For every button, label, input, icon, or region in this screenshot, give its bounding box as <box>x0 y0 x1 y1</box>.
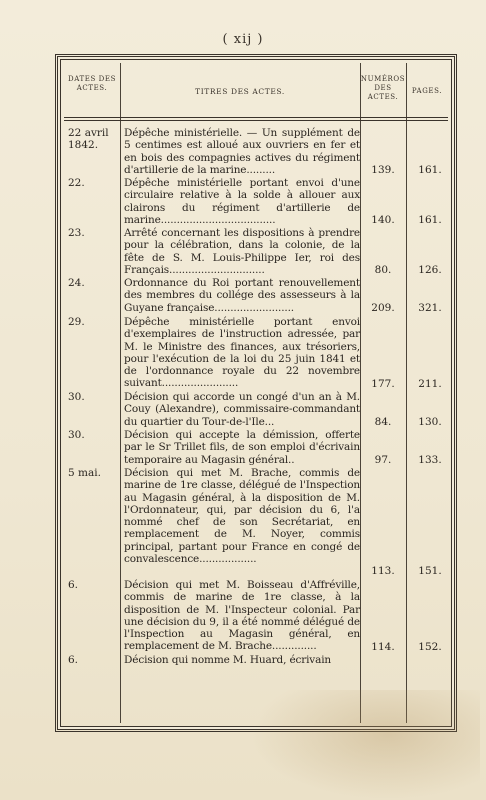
page-number: ( xij ) <box>222 32 264 47</box>
column-divider <box>360 63 361 723</box>
row-title: Décision qui nomme M. Huard, écrivain <box>124 654 332 666</box>
row-numero: 139. <box>371 164 395 176</box>
row-date: 5 mai. <box>68 467 101 479</box>
row-date: 22. <box>68 177 85 189</box>
table-frame <box>55 54 457 732</box>
row-page: 151. <box>418 565 442 577</box>
row-page: 211. <box>418 378 442 390</box>
row-title: Décision qui accorde un congé d'un an à M. Couy (Alexandre), commissaire-commandant du quartier du Tour-de-l'Ile... <box>124 391 360 428</box>
row-title: Dépêche ministérielle portant envoi d'une circulaire relative à la solde à allouer aux clairons du régiment d'artillerie de marine.................................... <box>124 177 360 226</box>
row-numero: 114. <box>371 641 395 653</box>
row-page: 161. <box>418 214 442 226</box>
row-date: 6. <box>68 654 79 666</box>
row-title: Dépêche ministérielle portant envoi d'exemplaires de l'instruction adressée, par M. le Ministre des finances, aux trésoriers, pour l'exécution de la loi du 25 juin 1841 et de l'ordonnance royale du 22 novembre suivant........................ <box>124 316 360 390</box>
row-title: Décision qui met M. Brache, commis de marine de 1re classe, délégué de l'Inspection au Magasin général, à la disposition de M. l'Ordonnateur, qui, par décision du 6, l'a nommé chef de son Secrétariat, en remplacement de M. Noyer, commis principal, partant pour France en congé de convalescence.................. <box>124 467 360 566</box>
row-title: Arrêté concernant les dispositions à prendre pour la célébration, dans la colonie, de la fête de S. M. Louis-Philippe Ier, roi des Français.............................. <box>124 227 360 276</box>
row-numero: 84. <box>374 416 392 428</box>
row-page: 161. <box>418 164 442 176</box>
row-title: Ordonnance du Roi portant renouvellement des membres du collége des assesseurs à la Guyane française......................... <box>124 277 360 314</box>
column-divider <box>406 63 407 723</box>
row-numero: 113. <box>371 565 395 577</box>
row-date: 6. <box>68 579 79 591</box>
row-page: 152. <box>418 641 442 653</box>
row-title: Décision qui met M. Boisseau d'Affréville, commis de marine de 1re classe, à la disposition de M. l'Inspecteur colonial. Par une décision du 9, il a été nommé délégué de l'Inspection au Magasin général, en remplacement de M. Brache.............. <box>124 579 360 653</box>
header-pages: PAGES. <box>411 87 443 95</box>
table-header <box>64 65 448 121</box>
row-numero: 140. <box>371 214 395 226</box>
row-title: Dépêche ministérielle. — Un supplément de 5 centimes est alloué aux ouvriers en fer et en bois des compagnies actives du régiment d'artillerie de la marine......... <box>124 127 360 176</box>
row-numero: 177. <box>371 378 395 390</box>
header-dates: DATES DES ACTES. <box>67 75 116 92</box>
row-date: 30. <box>68 391 85 403</box>
header-numeros: NUMÉROS DES ACTES. <box>360 75 406 101</box>
row-page: 130. <box>418 416 442 428</box>
row-numero: 80. <box>374 264 392 276</box>
row-date: 29. <box>68 316 85 328</box>
row-page: 133. <box>418 454 442 466</box>
row-date: 23. <box>68 227 85 239</box>
row-page: 126. <box>418 264 442 276</box>
paper-stain <box>250 690 480 800</box>
row-numero: 209. <box>371 302 395 314</box>
header-titres: TITRES DES ACTES. <box>195 87 285 96</box>
row-title: Décision qui accepte la démission, offerte par le Sr Trillet fils, de son emploi d'écrivain temporaire au Magasin général.. <box>124 429 360 466</box>
row-date: 22 avril 1842. <box>68 127 109 152</box>
row-date: 30. <box>68 429 85 441</box>
row-date: 24. <box>68 277 85 289</box>
row-page: 321. <box>418 302 442 314</box>
row-numero: 97. <box>374 454 392 466</box>
